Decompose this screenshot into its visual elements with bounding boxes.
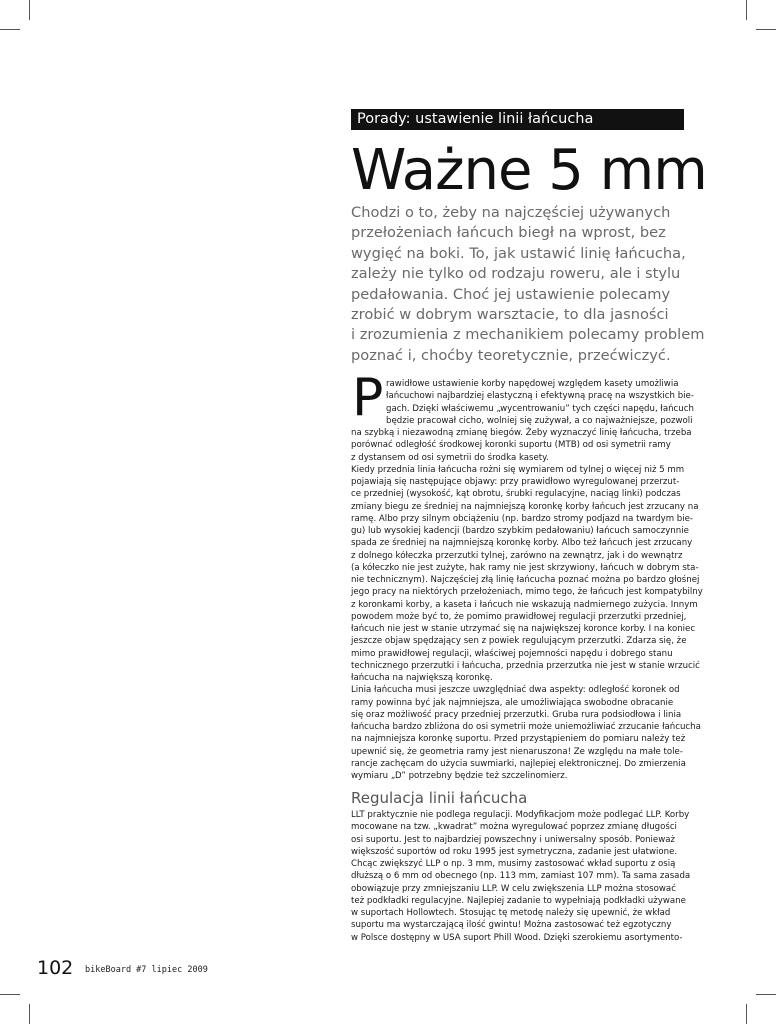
text-line: będzie pracował cicho, wolniej się zużywał, a co najważniejsze, pozwoli bbox=[386, 415, 693, 426]
text-line: obowiązuje przy zmniejszaniu LLP. W celu zwiększenia LLP można stosować bbox=[351, 883, 676, 894]
text-line: ramę. Albo przy silnym obciążeniu (np. bardzo stromy podjazd na twardym bie- bbox=[351, 513, 694, 524]
text-line: Kiedy przednia linia łańcucha rożni się wymiarem od tylnej o więcej niż 5 mm bbox=[351, 464, 685, 475]
text-line: mimo prawidłowej regulacji, właściwej pojemności napędu i dobrego stanu bbox=[351, 648, 673, 659]
text-line: zmiany biegu ze średniej na najmniejszą koronkę korby łańcuch jest zrzucany na bbox=[351, 501, 699, 512]
text-line: też podkładki regulacyjne. Najlepiej zadanie to wypełniają podkładki używane bbox=[351, 895, 686, 906]
text-line: łańcuchowi najbardziej elastyczną i efektywną pracę na wszystkich bie- bbox=[386, 391, 694, 402]
text-line: suportu ma wystarczającą ilość gwintu! Można zastosować też egzotyczny bbox=[351, 920, 672, 931]
crop-mark bbox=[0, 29, 20, 30]
text-line: mocowane na tzw. „kwadrat” można wyregulować poprzez zmianę długości bbox=[351, 822, 677, 833]
text-line: i zrozumienia z mechanikiem polecamy problem bbox=[351, 326, 705, 344]
text-line: (a kółeczko nie jest zużyte, hak ramy nie jest skrzywiony, łańcuch w dobrym sta- bbox=[351, 562, 699, 573]
text-line: wygięć na boki. To, jak ustawić linię łańcucha, bbox=[351, 244, 686, 262]
text-line: w Polsce dostępny w USA suport Phill Wood. Dzięki szerokiemu asortymento- bbox=[351, 932, 683, 943]
crop-mark bbox=[746, 1004, 747, 1024]
crop-mark bbox=[756, 29, 776, 30]
text-line: Chodzi o to, żeby na najczęściej używanych bbox=[351, 204, 671, 221]
text-line: ramy powinna być jak najmniejsza, ale umożliwiająca swobodne obracanie bbox=[351, 697, 674, 708]
text-line: porównać odległość środkowej koronki suportu (MTB) od osi symetrii ramy bbox=[351, 440, 671, 451]
text-line: ce przedniej (wysokość, kąt obrotu, śrubki regulacyjne, naciąg linki) podczas bbox=[351, 489, 681, 500]
crop-mark bbox=[0, 994, 20, 995]
text-line: się oraz możliwość pracy przedniej przerzutki. Gruba rura podsiodłowa i linia bbox=[351, 709, 682, 720]
text-line: rancje zachęcam do użycia suwmiarki, najlepiej elektronicznej. Do zmierzenia bbox=[351, 758, 686, 769]
text-line: jego pracy na niektórych przełożeniach, mimo tego, że łańcuch jest kompatybilny bbox=[351, 587, 703, 598]
section-heading: Regulacja linii łańcucha bbox=[351, 789, 528, 807]
text-line: gu) lub wysokiej kadencji (bardzo szybkim pedałowaniu) łańcuch samoczynnie bbox=[351, 526, 689, 536]
crop-mark bbox=[756, 994, 776, 995]
text-line: upewnić się, że geometria ramy jest nienaruszona! Ze względu na małe tole- bbox=[351, 746, 683, 757]
drop-cap: P bbox=[352, 368, 384, 428]
text-line: pedałowania. Choć jej ustawienie polecamy bbox=[351, 285, 671, 303]
text-line: pojawiają się następujące objawy: przy prawidłowo wyregulowanej przerzut- bbox=[351, 477, 680, 487]
text-line: z koronkami korby, a kaseta i łańcuch nie wskazują nadmiernego zużycia. Innym bbox=[351, 599, 698, 610]
text-line: spada ze średniej na najmniejszą koronkę korby. Albo też łańcuch jest zrzucany bbox=[351, 538, 693, 549]
crop-mark bbox=[29, 0, 30, 20]
text-line: większość suportów od roku 1995 jest symetryczna, zadanie jest ułatwione. bbox=[351, 846, 678, 857]
text-line: z dolnego kółeczka przerzutki tylnej, zarówno na zewnątrz, jak i do wewnątrz bbox=[351, 550, 683, 561]
text-line: dłuższą o 6 mm od obecnego (np. 113 mm, zamiast 107 mm). Ta sama zasada bbox=[351, 871, 691, 882]
text-line: LLT praktycznie nie podlega regulacji. Modyfikacjom może podlegać LLP. Korby bbox=[351, 810, 690, 820]
text-line: na szybką i niezawodną zmianę biegów. Żeby wyznaczyć linię łańcucha, trzeba bbox=[351, 428, 692, 438]
text-line: zrobić w dobrym warsztacie, to dla jasności bbox=[351, 306, 669, 324]
text-line: z dystansem od osi symetrii do środka kasety. bbox=[351, 452, 549, 463]
section-label: Porady: ustawienie linii łańcucha bbox=[351, 109, 684, 130]
text-line: wymiaru „D” potrzebny będzie też szczelinomierz. bbox=[351, 771, 568, 781]
text-line: nie technicznym). Najczęściej złą linię łańcucha poznać można po bardzo głośnej bbox=[351, 575, 700, 585]
section-body bbox=[351, 809, 719, 944]
text-line: przełożeniach łańcuch biegł na wprost, bez bbox=[351, 224, 666, 242]
text-line: powodem może być to, że pomimo prawidłowej regulacji przerzutki przedniej, bbox=[351, 611, 687, 622]
text-line: jeszcze objaw spędzający sen z powiek regulującym przerzutki. Zdarza się, że bbox=[351, 636, 687, 647]
text-line: osi suportu. Jest to najbardziej powszechny i uniwersalny sposób. Ponieważ bbox=[351, 834, 676, 845]
article-lead bbox=[351, 203, 711, 366]
article-body bbox=[351, 378, 719, 782]
text-line: w suportach Hollowtech. Stosując tę metodę należy się upewnić, że wkład bbox=[351, 908, 671, 918]
crop-mark bbox=[746, 0, 747, 20]
article-title: Ważne 5 mm bbox=[351, 138, 707, 203]
text-line: Linia łańcucha musi jeszcze uwzględniać dwa aspekty: odległość koronek od bbox=[351, 685, 680, 696]
text-line: gach. Dzięki właściwemu „wycentrowaniu” tych części napędu, łańcuch bbox=[386, 403, 694, 414]
text-line: łańcuch nie jest w stanie utrzymać się na największej koronce korby. I na koniec bbox=[351, 624, 696, 634]
issue-info: bikeBoard #7 lipiec 2009 bbox=[85, 965, 208, 975]
text-line: Chcąc zwiększyć LLP o np. 3 mm, musimy zastosować wkład suportu z osią bbox=[351, 859, 676, 869]
text-line: łańcucha na największą koronkę. bbox=[351, 673, 493, 683]
page-number: 102 bbox=[37, 957, 74, 979]
text-line: na najmniejsza koronkę suportu. Przed przystąpieniem do pomiaru należy też bbox=[351, 734, 686, 745]
text-line: rawidłowe ustawienie korby napędowej względem kasety umożliwia bbox=[386, 379, 679, 389]
text-line: łańcucha bardzo zbliżona do osi symetrii może uniemożliwiać zrzucanie łańcucha bbox=[351, 722, 701, 732]
crop-mark bbox=[29, 1004, 30, 1024]
text-line: poznać i, choćby teoretycznie, przećwiczyć. bbox=[351, 346, 671, 364]
text-line: zależy nie tylko od rodzaju roweru, ale i stylu bbox=[351, 265, 681, 283]
text-line: technicznego przerzutki i łańcucha, przednia przerzutka nie jest w stanie wrzucić bbox=[351, 660, 700, 671]
